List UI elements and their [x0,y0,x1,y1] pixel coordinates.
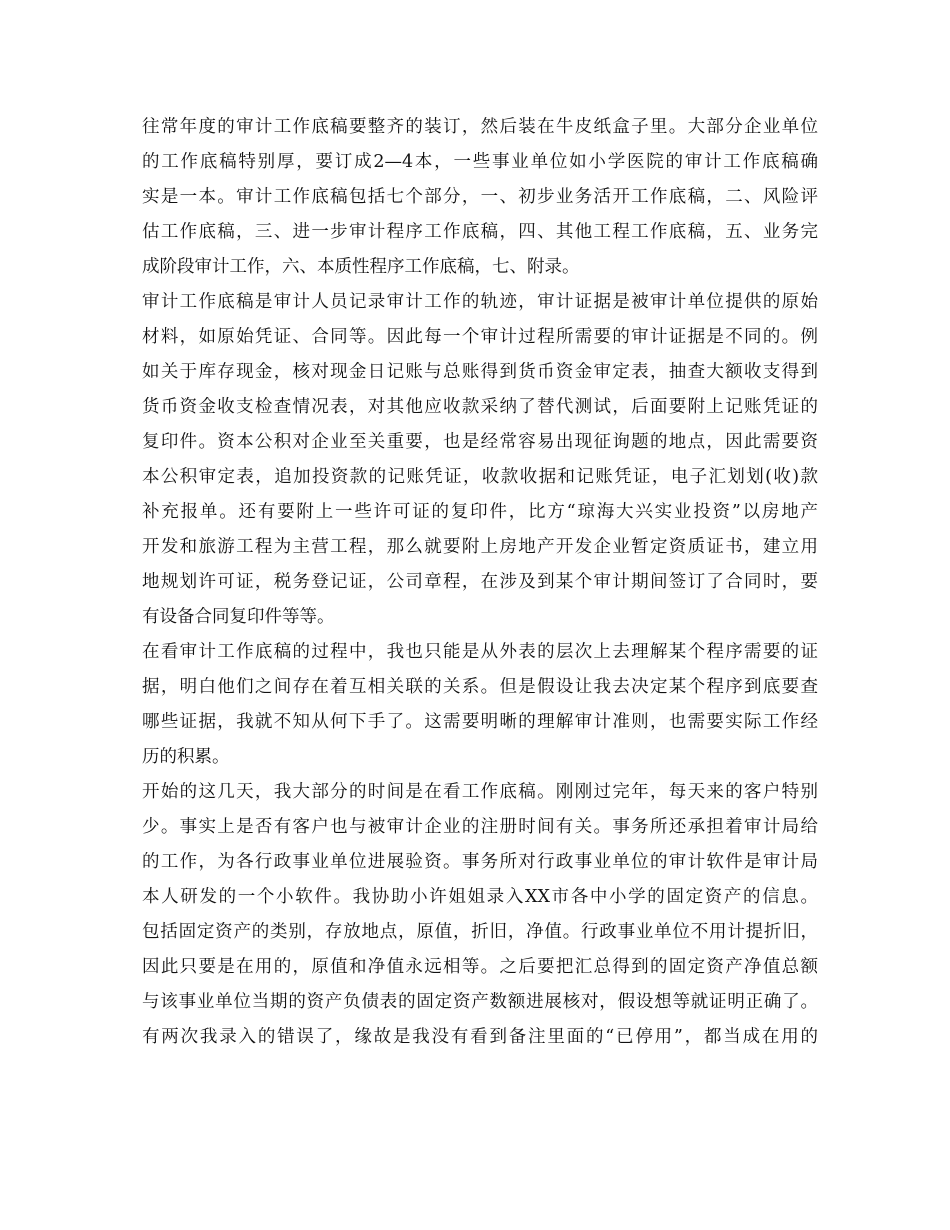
text-line: 补充报单。还有要附上一些许可证的复印件，比方“琼海大兴实业投资”以房地产 [142,502,818,522]
text-line: 材料，如原始凭证、合同等。因此每一个审计过程所需要的审计证据是不同的。例 [142,327,818,347]
paragraph-4 [142,775,818,1055]
text-line: 在看审计工作底稿的过程中，我也只能是从外表的层次上去理解某个程序需要的证 [142,642,818,662]
text-line: 货币资金收支检查情况表，对其他应收款采纳了替代测试，后面要附上记账凭证的 [142,397,818,417]
text-line: 有设备合同复印件等等。 [142,607,335,627]
text-line: 往常年度的审计工作底稿要整齐的装订，然后装在牛皮纸盒子里。大部分企业单位 [142,117,818,137]
text-line: 包括固定资产的类别，存放地点，原值，折旧，净值。行政事业单位不用计提折旧， [142,922,818,942]
text-line: 如关于库存现金，核对现金日记账与总账得到货币资金审定表，抽查大额收支得到 [142,362,818,382]
paragraph-3 [142,635,818,775]
text-line: 有两次我录入的错误了，缘故是我没有看到备注里面的“已停用”，都当成在用的 [142,1027,818,1047]
text-line: 历的积累。 [142,747,230,767]
paragraph-2 [142,285,818,635]
paragraph-1 [142,110,818,285]
text-line: 地规划许可证，税务登记证，公司章程，在涉及到某个审计期间签订了合同时，要 [142,572,818,592]
text-line: 成阶段审计工作，六、本质性程序工作底稿，七、附录。 [142,257,580,277]
text-line: 据，明白他们之间存在着互相关联的关系。但是假设让我去决定某个程序到底要查 [142,677,818,697]
text-line: 审计工作底稿是审计人员记录审计工作的轨迹，审计证据是被审计单位提供的原始 [142,292,818,312]
text-line: 少。事实上是否有客户也与被审计企业的注册时间有关。事务所还承担着审计局给 [142,817,818,837]
text-line: 的工作底稿特别厚，要订成2—4本，一些事业单位如小学医院的审计工作底稿确 [142,152,818,172]
text-line: 本公积审定表，追加投资款的记账凭证，收款收据和记账凭证，电子汇划划(收)款 [142,467,818,487]
text-line: 实是一本。审计工作底稿包括七个部分，一、初步业务活开工作底稿，二、风险评 [142,187,818,207]
text-line: 开始的这几天，我大部分的时间是在看工作底稿。刚刚过完年，每天来的客户特别 [142,782,818,802]
text-line: 的工作，为各行政事业单位进展验资。事务所对行政事业单位的审计软件是审计局 [142,852,818,872]
text-line: 因此只要是在用的，原值和净值永远相等。之后要把汇总得到的固定资产净值总额 [142,957,818,977]
document-body [142,110,818,1055]
text-line: 开发和旅游工程为主营工程，那么就要附上房地产开发企业暂定资质证书，建立用 [142,537,818,557]
text-line: 与该事业单位当期的资产负债表的固定资产数额进展核对，假设想等就证明正确了。 [142,992,818,1012]
text-line: 估工作底稿，三、进一步审计程序工作底稿，四、其他工程工作底稿，五、业务完 [142,222,818,242]
text-line: 复印件。资本公积对企业至关重要，也是经常容易出现征询题的地点，因此需要资 [142,432,818,452]
text-line: 哪些证据，我就不知从何下手了。这需要明晰的理解审计准则，也需要实际工作经 [142,712,818,732]
text-line: 本人研发的一个小软件。我协助小许姐姐录入XX市各中小学的固定资产的信息。 [142,887,818,907]
